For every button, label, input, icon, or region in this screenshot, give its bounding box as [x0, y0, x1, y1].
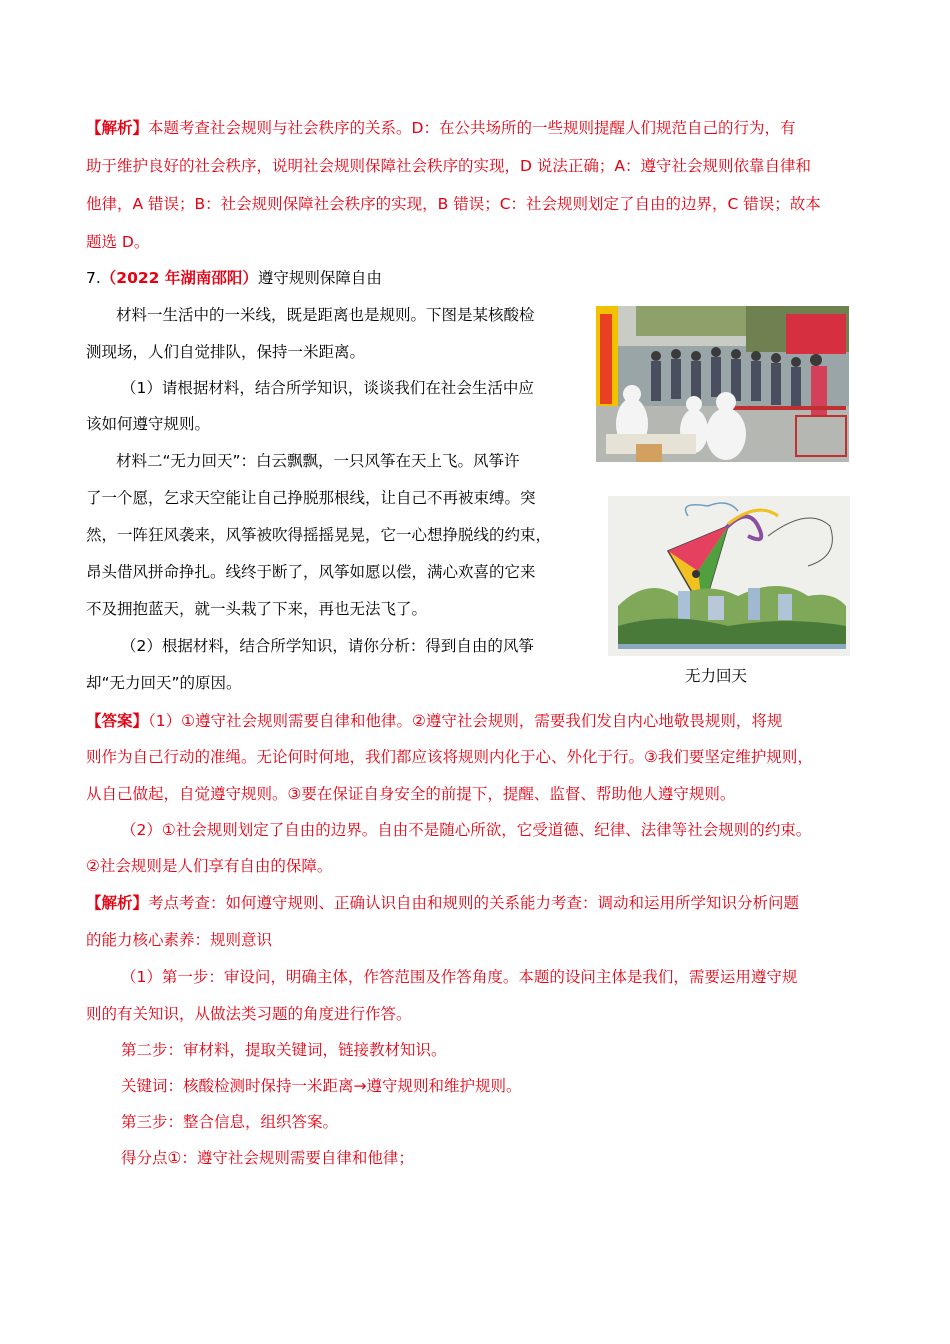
analysis-2-line-2: 的能力核心素养：规则意识: [86, 931, 273, 949]
kite-illustration: [608, 496, 850, 656]
question-1-line-2: 该如何遵守规则。: [86, 415, 211, 433]
analysis-1-line-4: 题选 D。: [86, 233, 150, 251]
analysis-2-line-1: 【解析】考点考查：如何遵守规则、正确认识自由和规则的关系能力考查：调动和运用所学知识分析问题: [86, 894, 800, 912]
answer-line-3: 从自己做起，自觉遵守规则。③要在保证自身安全的前提下，提醒、监督、帮助他人遵守规则。: [86, 785, 736, 803]
analysis-2-line-4: 则的有关知识，从做法类习题的角度进行作答。: [86, 1005, 412, 1023]
material-2-line-5: 不及拥抱蓝天，就一头栽了下来，再也无法飞了。: [86, 600, 428, 618]
analysis-2-line-7: 第三步：整合信息，组织答案。: [121, 1113, 339, 1131]
question-1-line-1: （1）请根据材料，结合所学知识，谈谈我们在社会生活中应: [121, 379, 534, 397]
question-2-line-1: （2）根据材料，结合所学知识，请你分析：得到自由的风筝: [121, 637, 534, 655]
analysis-1-line-3: 他律，A 错误；B：社会规则保障社会秩序的实现，B 错误；C：社会规则划定了自由的边界，C 错误；故本: [86, 195, 821, 213]
material-1-line-1: 材料一生活中的一米线，既是距离也是规则。下图是某核酸检: [116, 306, 535, 324]
answer-tag: 【答案】: [86, 712, 149, 730]
analysis-2-line-5: 第二步：审材料，提取关键词，链接教材知识。: [121, 1041, 447, 1059]
question-title: 7.（2022 年湖南邵阳）遵守规则保障自由: [86, 269, 382, 287]
material-2-line-4: 昂头借风拼命挣扎。线终于断了，风筝如愿以偿，满心欢喜的它来: [86, 563, 536, 581]
kite-drawing: [608, 496, 850, 656]
material-2-line-1: 材料二“无力回天”：白云飘飘，一只风筝在天上飞。风筝许: [116, 452, 520, 470]
analysis-1-line-2: 助于维护良好的社会秩序，说明社会规则保障社会秩序的实现，D 说法正确；A：遵守社会规则依靠自律和: [86, 157, 811, 175]
testing-site-illustration: [596, 306, 849, 462]
answer-line-2: 则作为自己行动的准绳。无论何时何地，我们都应该将规则内化于心、外化于行。③我们要坚定维护规则，: [86, 748, 813, 766]
analysis-tag: 【解析】: [86, 119, 149, 137]
answer-line-5: ②社会规则是人们享有自由的保障。: [86, 857, 333, 875]
analysis-2-line-6: 关键词：核酸检测时保持一米距离→遵守规则和维护规则。: [121, 1077, 522, 1095]
question-2-line-2: 却“无力回天”的原因。: [86, 674, 242, 692]
material-2-line-3: 然，一阵狂风袭来，风筝被吹得摇摇晃晃，它一心想挣脱线的约束，: [86, 526, 552, 544]
analysis-2-line-3: （1）第一步：审设问，明确主体，作答范围及作答角度。本题的设问主体是我们，需要运用遵守规: [121, 968, 798, 986]
material-1-line-2: 测现场，人们自觉排队，保持一米距离。: [86, 343, 366, 361]
testing-site-photo: [596, 306, 849, 462]
analysis-tag: 【解析】: [86, 894, 149, 912]
material-2-line-2: 了一个愿，乞求天空能让自己挣脱那根线，让自己不再被束缚。突: [86, 489, 536, 507]
answer-line-1: 【答案】（1）①遵守社会规则需要自律和他律。②遵守社会规则，需要我们发自内心地敬畏规则，将规: [86, 712, 783, 730]
analysis-1-line-1: 【解析】本题考查社会规则与社会秩序的关系。D：在公共场所的一些规则提醒人们规范自己的行为，有: [86, 119, 796, 137]
answer-line-4: （2）①社会规则划定了自由的边界。自由不是随心所欲，它受道德、纪律、法律等社会规则的约束。: [121, 821, 812, 839]
question-source: （2022 年湖南邵阳）: [100, 269, 258, 287]
kite-caption: 无力回天: [685, 667, 748, 685]
analysis-2-line-8: 得分点①：遵守社会规则需要自律和他律；: [121, 1149, 414, 1167]
